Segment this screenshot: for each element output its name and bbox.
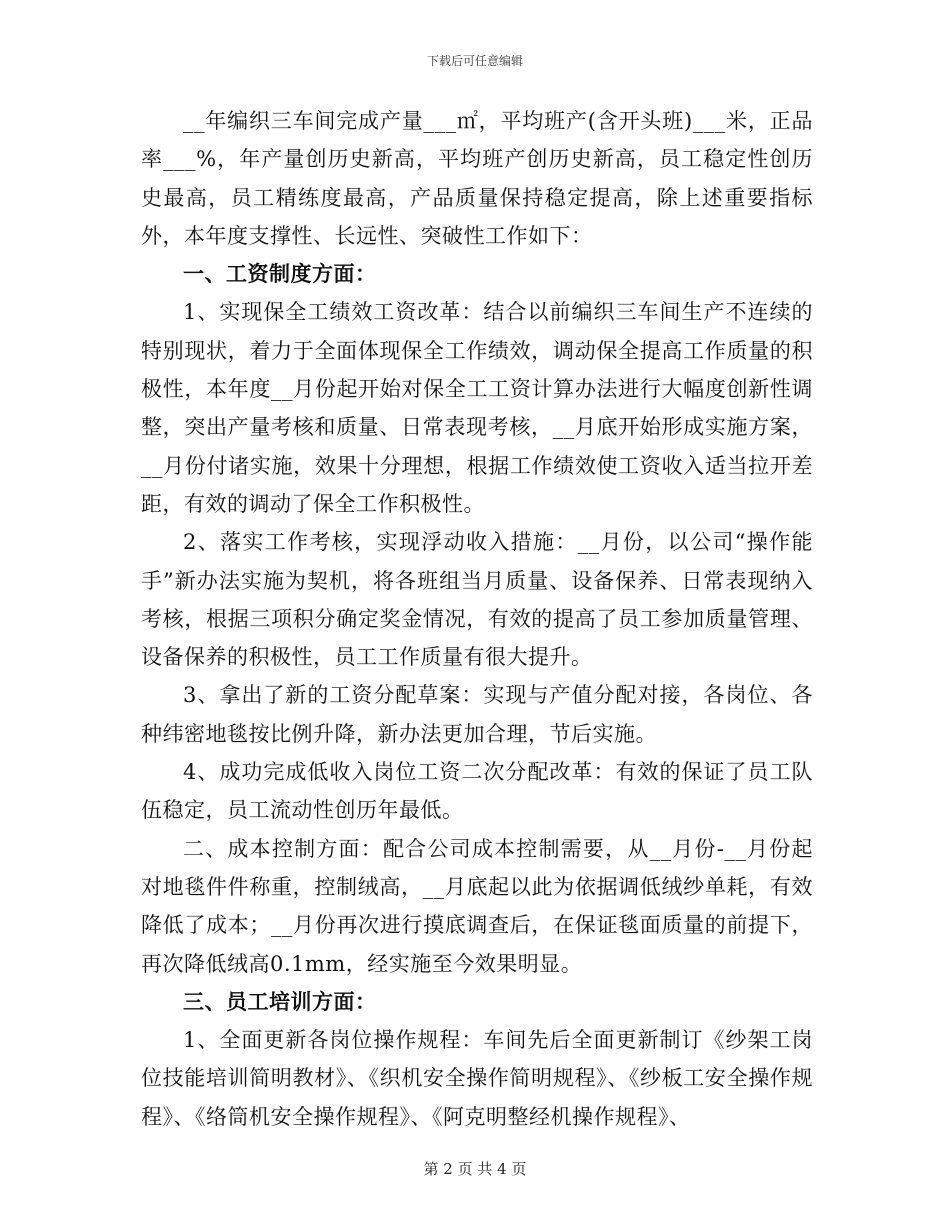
heading-staff-training: 三、员工培训方面： (183, 988, 377, 1014)
paragraph-summary: __年编织三车间完成产量___㎡，平均班产(含开头班)___米，正品率___%，年产量创历史新高，平均班产创历史新高，员工稳定性创历史最高，员工精练度最高，产品质量保持稳定提高，除上述重要指标外，本年度支撑性、长远性、突破性工作如下： (141, 109, 813, 248)
heading-wage-system: 一、工资制度方面： (183, 261, 377, 287)
paragraph-wage-item-4: 4、成功完成低收入岗位工资二次分配改革：有效的保证了员工队伍稳定，员工流动性创历年最低。 (141, 760, 813, 823)
page-header: 下载后可任意编辑 (426, 54, 523, 68)
document-body (141, 102, 813, 1136)
paragraph-wage-item-1: 1、实现保全工绩效工资改革：结合以前编织三车间生产不连续的特别现状，着力于全面体现保全工作绩效，调动保全提高工作质量的积极性，本年度__月份起开始对保全工工资计算办法进行大幅度创新性调整，突出产量考核和质量、日常表现考核，__月底开始形成实施方案，__月份付诸实施，效果十分理想，根据工作绩效使工资收入适当拉开差距，有效的调动了保全工作积极性。 (141, 300, 813, 516)
paragraph-training-item-1: 1、全面更新各岗位操作规程：车间先后全面更新制订《纱架工岗位技能培训简明教材》、《织机安全操作简明规程》、《纱板工安全操作规程》、《络筒机安全操作规程》、《阿克明整经机操作规程》、 (141, 1028, 813, 1129)
paragraph-wage-item-2: 2、落实工作考核，实现浮动收入措施：__月份，以公司“操作能手”新办法实施为契机，将各班组当月质量、设备保养、日常表现纳入考核，根据三项积分确定奖金情况，有效的提高了员工参加质量管理、设备保养的积极性，员工工作质量有很大提升。 (141, 530, 813, 670)
paragraph-cost-control: 二、成本控制方面：配合公司成本控制需要，从__月份-__月份起对地毯件件称重，控制绒高，__月底起以此为依据调低绒纱单耗，有效降低了成本；__月份再次进行摸底调查后，在保证毯面质量的前提下，再次降低绒高0.1mm，经实施至今效果明显。 (141, 836, 813, 976)
page-footer: 第 2 页 共 4 页 (423, 1160, 527, 1178)
paragraph-wage-item-3: 3、拿出了新的工资分配草案：实现与产值分配对接，各岗位、各种纬密地毯按比例升降，新办法更加合理，节后实施。 (141, 683, 813, 746)
